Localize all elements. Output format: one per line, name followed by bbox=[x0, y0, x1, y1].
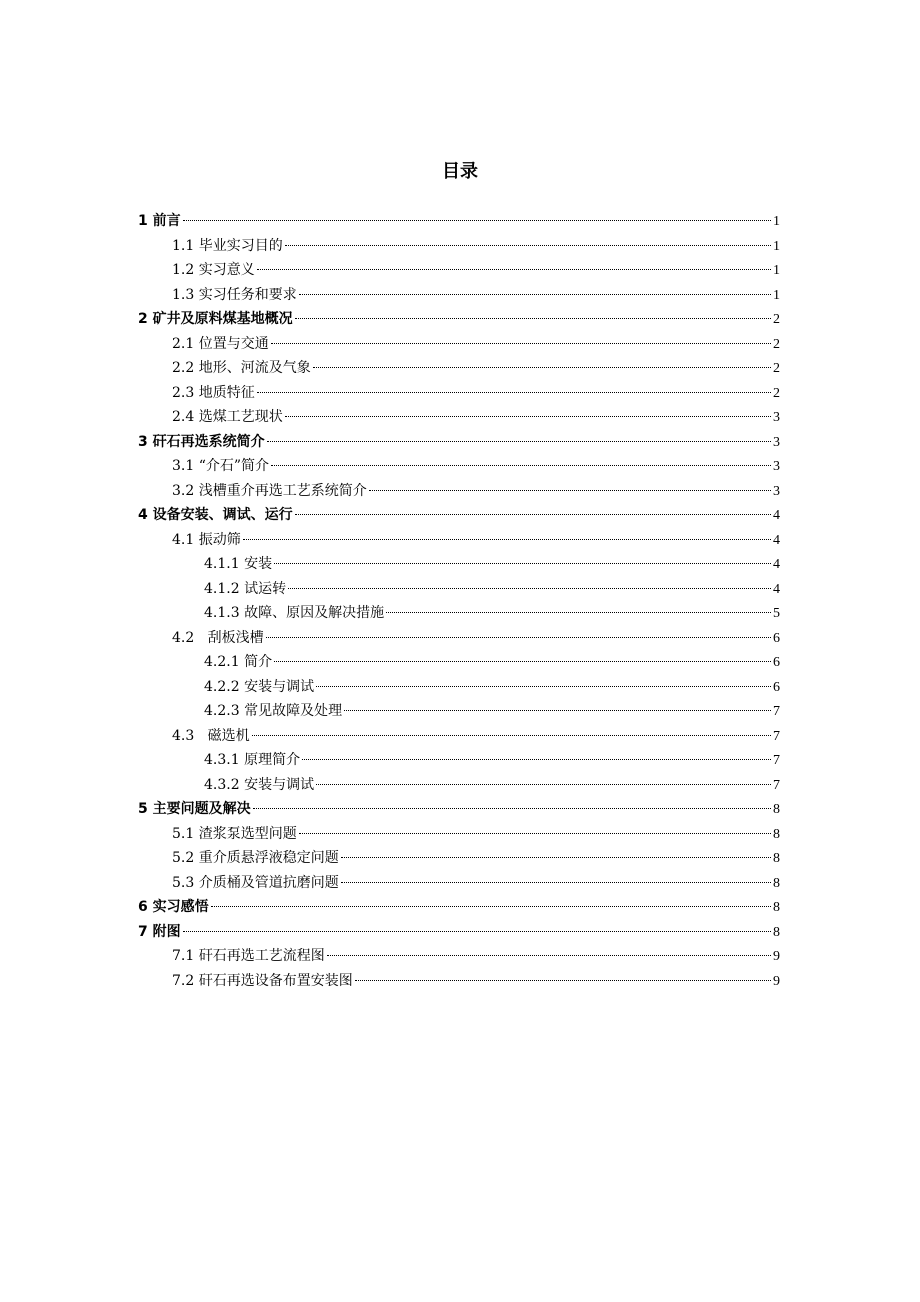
toc-entry-number: 5 bbox=[138, 801, 148, 817]
toc-entry-page-number: 8 bbox=[773, 924, 780, 940]
toc-dot-leader bbox=[252, 735, 771, 736]
toc-entry[interactable] bbox=[138, 356, 780, 381]
toc-entry-page-number: 1 bbox=[773, 287, 780, 303]
toc-entry-page-number: 5 bbox=[773, 606, 780, 621]
toc-entry-number: 4.2 bbox=[172, 629, 195, 646]
toc-dot-leader bbox=[299, 833, 771, 834]
toc-entry-page-number: 4 bbox=[773, 532, 780, 548]
toc-entry-page-number: 8 bbox=[773, 851, 780, 866]
toc-entry-number: 1 bbox=[138, 213, 148, 229]
toc-entry-number: 1.2 bbox=[172, 262, 195, 278]
toc-entry-number: 4.1.2 bbox=[204, 580, 240, 597]
toc-entry-title: 重介质悬浮液稳定问题 bbox=[198, 850, 339, 866]
toc-entry-number: 2.3 bbox=[172, 384, 195, 401]
toc-entry-number: 2.2 bbox=[172, 360, 195, 376]
toc-entry[interactable] bbox=[138, 479, 780, 504]
toc-entry-title: 试运转 bbox=[244, 580, 287, 597]
toc-entry-title: 安装与调试 bbox=[244, 776, 315, 793]
toc-entry-title: 位置与交通 bbox=[198, 335, 269, 352]
toc-dot-leader bbox=[295, 318, 771, 319]
toc-dot-leader bbox=[267, 441, 771, 442]
toc-dot-leader bbox=[302, 759, 771, 760]
toc-entry[interactable] bbox=[138, 797, 780, 822]
toc-entry-title: 实习感悟 bbox=[152, 899, 209, 915]
toc-entry-title: 磁选机 bbox=[198, 727, 250, 744]
toc-dot-leader bbox=[327, 955, 771, 956]
toc-dot-leader bbox=[341, 857, 771, 858]
toc-entry[interactable] bbox=[138, 381, 780, 406]
toc-entry-number: 4.2.2 bbox=[204, 678, 240, 695]
toc-entry-number: 3 bbox=[138, 433, 148, 450]
toc-entry[interactable] bbox=[138, 773, 780, 798]
toc-entry-number: 4.1.3 bbox=[204, 605, 240, 621]
toc-entry[interactable] bbox=[138, 209, 780, 234]
toc-entry-title: 矿井及原料煤基地概况 bbox=[152, 311, 293, 327]
toc-entry-title: 安装 bbox=[244, 556, 273, 572]
toc-dot-leader bbox=[355, 980, 771, 981]
toc-title: 目录 bbox=[442, 161, 478, 182]
toc-dot-leader bbox=[274, 563, 771, 564]
toc-entry-title: 简介 bbox=[244, 654, 273, 670]
toc-entry-title: 实习意义 bbox=[198, 262, 255, 278]
toc-dot-leader bbox=[183, 931, 771, 932]
toc-entry[interactable] bbox=[138, 675, 780, 700]
toc-dot-leader bbox=[257, 392, 771, 393]
toc-dot-leader bbox=[274, 661, 771, 662]
toc-entry-title: “介石”简介 bbox=[198, 458, 270, 474]
toc-entry-number: 7.2 bbox=[172, 972, 195, 989]
toc-entry-page-number: 6 bbox=[773, 679, 780, 695]
toc-entry[interactable] bbox=[138, 503, 780, 528]
toc-entry-page-number: 4 bbox=[773, 581, 780, 597]
toc-dot-leader bbox=[369, 490, 771, 491]
toc-entry-title: 常见故障及处理 bbox=[244, 703, 343, 719]
toc-entry[interactable] bbox=[138, 871, 780, 896]
toc-entry-page-number: 1 bbox=[773, 238, 780, 254]
toc-entry[interactable] bbox=[138, 430, 780, 455]
toc-entry-title: 刮板浅槽 bbox=[198, 629, 264, 646]
toc-dot-leader bbox=[243, 539, 771, 540]
toc-entry-page-number: 2 bbox=[773, 361, 780, 376]
table-of-contents bbox=[138, 209, 780, 993]
toc-entry-page-number: 7 bbox=[773, 753, 780, 768]
toc-entry-title: 振动筛 bbox=[198, 531, 241, 548]
toc-dot-leader bbox=[313, 367, 771, 368]
toc-entry-page-number: 6 bbox=[773, 630, 780, 646]
toc-entry-title: 介质桶及管道抗磨问题 bbox=[198, 874, 339, 891]
toc-entry[interactable] bbox=[138, 626, 780, 651]
toc-entry-page-number: 3 bbox=[773, 410, 780, 425]
toc-dot-leader bbox=[266, 637, 771, 638]
toc-entry-title: 安装与调试 bbox=[244, 678, 315, 695]
toc-entry-page-number: 3 bbox=[773, 483, 780, 499]
toc-dot-leader bbox=[253, 808, 771, 809]
toc-entry-title: 主要问题及解决 bbox=[152, 801, 251, 817]
toc-entry[interactable] bbox=[138, 969, 780, 994]
toc-entry-page-number: 3 bbox=[773, 434, 780, 450]
toc-entry-title: 前言 bbox=[152, 213, 181, 229]
toc-entry-number: 4.2.1 bbox=[204, 654, 240, 670]
toc-entry-page-number: 7 bbox=[773, 728, 780, 744]
toc-entry-number: 6 bbox=[138, 899, 148, 915]
toc-entry-number: 4.3.2 bbox=[204, 776, 240, 793]
toc-dot-leader bbox=[211, 906, 771, 907]
toc-dot-leader bbox=[341, 882, 771, 883]
toc-entry-number: 2.1 bbox=[172, 335, 195, 352]
toc-entry-number: 1.1 bbox=[172, 237, 195, 254]
toc-entry[interactable] bbox=[138, 552, 780, 577]
toc-dot-leader bbox=[316, 784, 771, 785]
toc-entry-page-number: 1 bbox=[773, 263, 780, 278]
toc-entry-title: 设备安装、调试、运行 bbox=[152, 507, 293, 523]
toc-entry[interactable] bbox=[138, 895, 780, 920]
toc-entry-number: 5.3 bbox=[172, 874, 195, 891]
toc-entry-title: 矸石再选系统简介 bbox=[152, 433, 265, 450]
toc-dot-leader bbox=[344, 710, 771, 711]
toc-entry-title: 原理简介 bbox=[244, 752, 301, 768]
toc-entry[interactable] bbox=[138, 454, 780, 479]
toc-entry-page-number: 9 bbox=[773, 949, 780, 964]
toc-entry-number: 4 bbox=[138, 507, 148, 523]
toc-entry-title: 毕业实习目的 bbox=[198, 237, 283, 254]
toc-entry-page-number: 7 bbox=[773, 704, 780, 719]
toc-entry-number: 2 bbox=[138, 311, 148, 327]
toc-entry-number: 4.2.3 bbox=[204, 703, 240, 719]
toc-entry[interactable] bbox=[138, 944, 780, 969]
toc-entry-page-number: 4 bbox=[773, 557, 780, 572]
toc-dot-leader bbox=[257, 269, 771, 270]
toc-entry[interactable] bbox=[138, 699, 780, 724]
toc-dot-leader bbox=[386, 612, 771, 613]
toc-entry-title: 选煤工艺现状 bbox=[198, 409, 283, 425]
toc-dot-leader bbox=[183, 220, 771, 221]
toc-entry-title: 浅槽重介再选工艺系统简介 bbox=[198, 482, 367, 499]
toc-entry-title: 实习任务和要求 bbox=[198, 286, 297, 303]
toc-entry-page-number: 2 bbox=[773, 312, 780, 327]
toc-entry-number: 7.1 bbox=[172, 948, 195, 964]
toc-entry[interactable] bbox=[138, 601, 780, 626]
toc-dot-leader bbox=[295, 514, 771, 515]
toc-entry[interactable] bbox=[138, 307, 780, 332]
toc-dot-leader bbox=[285, 416, 771, 417]
toc-entry[interactable] bbox=[138, 748, 780, 773]
toc-entry[interactable] bbox=[138, 577, 780, 602]
toc-entry[interactable] bbox=[138, 528, 780, 553]
toc-entry[interactable] bbox=[138, 332, 780, 357]
toc-entry-title: 矸石再选工艺流程图 bbox=[198, 948, 325, 964]
toc-dot-leader bbox=[288, 588, 771, 589]
toc-entry-page-number: 7 bbox=[773, 777, 780, 793]
toc-entry[interactable] bbox=[138, 405, 780, 430]
toc-entry[interactable] bbox=[138, 846, 780, 871]
toc-entry-number: 3.2 bbox=[172, 482, 195, 499]
toc-entry-title: 地质特征 bbox=[198, 384, 255, 401]
toc-entry-page-number: 2 bbox=[773, 385, 780, 401]
toc-entry-number: 2.4 bbox=[172, 409, 195, 425]
toc-entry-page-number: 8 bbox=[773, 826, 780, 842]
toc-entry-page-number: 8 bbox=[773, 900, 780, 915]
toc-entry-page-number: 9 bbox=[773, 973, 780, 989]
toc-entry-title: 矸石再选设备布置安装图 bbox=[198, 972, 353, 989]
toc-dot-leader bbox=[271, 343, 771, 344]
toc-entry-page-number: 1 bbox=[773, 214, 780, 229]
toc-entry-page-number: 8 bbox=[773, 875, 780, 891]
toc-entry[interactable] bbox=[138, 650, 780, 675]
toc-entry-number: 3.1 bbox=[172, 458, 195, 474]
toc-entry-title: 故障、原因及解决措施 bbox=[244, 605, 385, 621]
toc-entry[interactable] bbox=[138, 822, 780, 847]
toc-entry-number: 4.3 bbox=[172, 727, 195, 744]
toc-entry[interactable] bbox=[138, 920, 780, 945]
toc-entry-number: 1.3 bbox=[172, 286, 195, 303]
toc-entry-page-number: 8 bbox=[773, 802, 780, 817]
toc-entry-page-number: 6 bbox=[773, 655, 780, 670]
toc-entry[interactable] bbox=[138, 724, 780, 749]
toc-entry-title: 附图 bbox=[152, 923, 181, 940]
toc-entry-number: 4.1 bbox=[172, 531, 195, 548]
toc-dot-leader bbox=[285, 245, 771, 246]
toc-entry-number: 4.1.1 bbox=[204, 556, 240, 572]
toc-dot-leader bbox=[299, 294, 771, 295]
toc-entry-number: 4.3.1 bbox=[204, 752, 240, 768]
toc-entry-page-number: 2 bbox=[773, 336, 780, 352]
toc-entry-page-number: 3 bbox=[773, 459, 780, 474]
toc-entry-title: 渣浆泵选型问题 bbox=[198, 825, 297, 842]
toc-entry-number: 7 bbox=[138, 923, 148, 940]
toc-dot-leader bbox=[316, 686, 771, 687]
toc-entry[interactable] bbox=[138, 234, 780, 259]
toc-entry-title: 地形、河流及气象 bbox=[198, 360, 311, 376]
toc-entry-page-number: 4 bbox=[773, 508, 780, 523]
toc-entry-number: 5.1 bbox=[172, 825, 195, 842]
toc-entry-number: 5.2 bbox=[172, 850, 195, 866]
toc-dot-leader bbox=[271, 465, 771, 466]
toc-entry[interactable] bbox=[138, 283, 780, 308]
toc-entry[interactable] bbox=[138, 258, 780, 283]
